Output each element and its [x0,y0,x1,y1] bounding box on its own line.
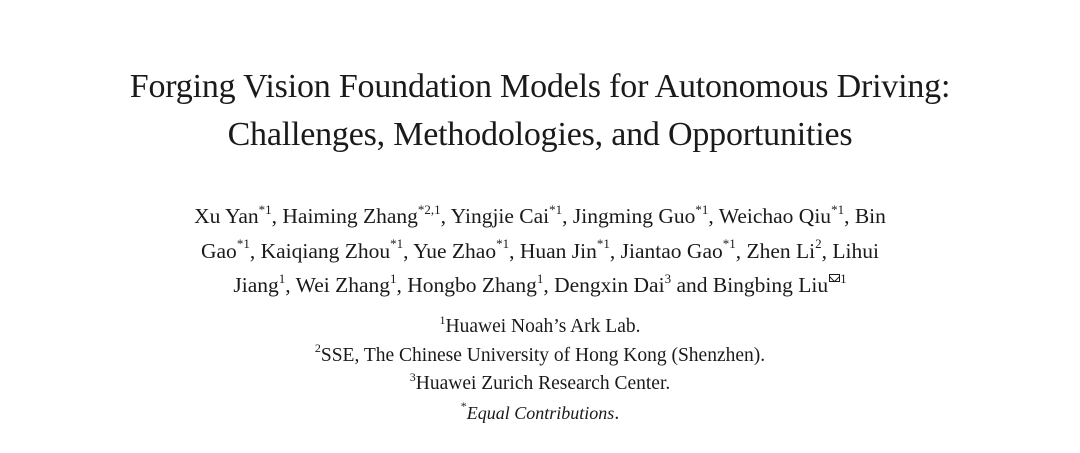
author-affiliation-mark: 1 [278,270,286,286]
author-affiliation-mark: *1 [496,236,510,252]
author-affiliation-mark: *1 [596,236,610,252]
author-name: Xu Yan [194,204,259,228]
affiliation-mark: 3 [409,369,416,384]
author-separator: , [285,273,296,297]
author-separator: , [271,204,283,228]
author-name: Lihui [832,238,879,263]
author-name: Huan Jin [519,238,597,263]
author-separator: , [609,238,621,263]
author-separator: , [562,204,573,228]
author-name: Jingming Guo [572,204,696,228]
affiliation-list [0,313,1080,428]
author-affiliation-mark: *1 [236,236,250,252]
note-text: Equal Contributions [466,402,615,423]
author-separator: , [440,204,451,228]
author-list [0,199,1080,303]
author-separator: , [821,238,833,263]
author-line [0,268,1080,303]
author-name: Yue Zhao [413,238,497,263]
affiliation-3 [0,370,1080,399]
author-affiliation-mark: 1 [840,270,847,286]
author-name: Kaiqiang Zhou [260,238,391,263]
author-separator: , [844,204,855,228]
affiliation-mark: 2 [314,341,321,355]
affiliation-1 [0,313,1080,342]
author-name: Dengxin Dai [554,273,665,297]
affiliation-2 [0,342,1080,371]
author-line [0,199,1080,234]
author-affiliation-mark: *1 [258,201,272,217]
author-affiliation-mark: 3 [664,270,672,286]
author-affiliation-mark: *1 [695,201,709,217]
author-line [0,234,1080,269]
note-suffix: . [614,402,620,424]
affiliation-text: Huawei Zurich Research Center. [415,373,671,394]
author-name: Yingjie Cai [450,204,550,228]
author-affiliation-mark: *1 [722,236,736,252]
author-affiliation-mark: 1 [536,270,544,286]
author-affiliation-mark: *1 [549,201,563,217]
equal-contribution-note [0,399,1080,429]
author-name: Jiang [233,273,279,297]
title-line-1: Forging Vision Foundation Models for Autonomous Driving: [129,68,951,105]
note-mark: * [460,399,467,413]
author-separator: , [403,238,414,263]
author-name: Haiming Zhang [282,204,418,228]
author-name: Bin [854,204,886,228]
author-name: Zhen Li [746,238,816,263]
author-name: Weichao Qiu [718,204,832,228]
author-affiliation-mark: *2,1 [417,201,441,217]
author-separator: and [671,273,713,297]
author-separator: , [543,273,555,297]
author-name: Jiantao Gao [620,238,723,263]
title-line-2: Challenges, Methodologies, and Opportunities [227,116,853,153]
author-affiliation-mark: *1 [390,236,404,252]
affiliation-text: SSE, The Chinese University of Hong Kong (Shenzhen). [320,344,766,366]
affiliation-mark: 1 [439,312,446,327]
author-separator: , [708,204,719,228]
author-name: Wei Zhang [295,273,391,297]
author-separator: , [735,238,747,263]
author-name: Bingbing Liu [712,273,829,297]
envelope-icon [829,274,840,282]
author-name: Hongbo Zhang [407,273,537,297]
paper-title [0,63,1080,159]
affiliation-text: Huawei Noah’s Ark Lab. [445,316,641,337]
author-separator: , [249,238,261,263]
author-affiliation-mark: *1 [831,201,845,217]
author-separator: , [396,273,408,297]
author-affiliation-mark: 2 [815,236,822,252]
author-affiliation-mark: 1 [390,270,397,286]
author-separator: , [509,238,520,263]
author-name: Gao [200,238,237,263]
